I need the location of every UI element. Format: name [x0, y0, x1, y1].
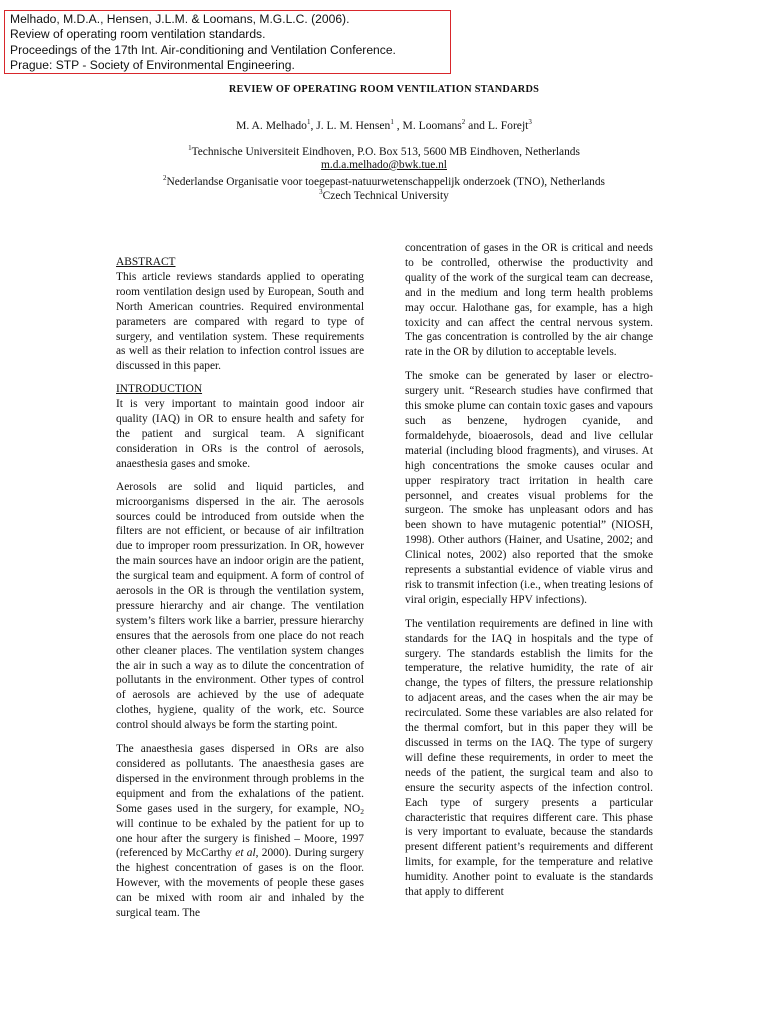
email-link[interactable]: m.d.a.melhado@bwk.tue.nl: [321, 159, 447, 171]
intro-paragraph-3: [116, 742, 364, 921]
author-affil-mark: 2: [461, 118, 466, 126]
citation-line: Review of operating room ventilation standards.: [10, 27, 266, 42]
author-name: and L. Forejt: [465, 118, 529, 132]
affiliation-1: [0, 144, 768, 158]
italic-etal: et al: [235, 847, 256, 860]
citation-box: [4, 10, 451, 74]
affil-text: Czech Technical University: [322, 189, 449, 202]
author-affil-mark: 1: [390, 118, 394, 126]
introduction-heading: INTRODUCTION: [116, 383, 203, 396]
intro-paragraph-3-continued: concentration of gases in the OR is critical and needs to be controlled, otherwise the productivity and quality of the work of the surgical team can decrease, and in the medium and long term health problems may occur. Halothane gas, for example, has a high toxicity and can affect the central nervous system. The gas concentration is controlled by the air change rate in the OR by dilution to acceptable levels.: [405, 242, 653, 359]
subscript: 2: [360, 806, 364, 816]
affil-mark: 2: [163, 174, 167, 182]
author-affil-mark: 3: [528, 118, 532, 126]
affil-mark: 1: [188, 144, 192, 152]
paper-title: REVIEW OF OPERATING ROOM VENTILATION STANDARDS: [228, 84, 540, 95]
abstract-text: This article reviews standards applied to operating room ventilation design used by European, South and North American countries. Required environmental parameters are compared with regard to type of surgery, and ventilation system. These requirements as well as their relation to infection control issues are discussed in this paper.: [116, 270, 364, 373]
left-column: [116, 255, 364, 930]
affil-text: Technische Universiteit Eindhoven, P.O. Box 513, 5600 MB Eindhoven, Netherlands: [191, 145, 580, 158]
abstract-heading: ABSTRACT: [116, 256, 176, 268]
author-name: , J. L. M. Hensen: [310, 118, 391, 132]
author-name: , M. Loomans: [393, 118, 462, 132]
paragraph-text: will continue to be exhaled by the patient for up to one hour after the surgery is finished – Moore, 1997 (referenced by McCarthy: [116, 817, 364, 860]
introduction-section: [116, 382, 364, 471]
affiliation-3: [0, 188, 768, 202]
intro-paragraph-4: The smoke can be generated by laser or electro-surgery unit. “Research studies have confirmed that this smoke plume can contain toxic gases and vapours such as benzene, hydrogen cyanide, and formaldehyde, bioaerosols, dead and live cellular material (including blood fragments), and viruses. At high concentrations the smoke causes ocular and upper respiratory tract irritation in health care personnel, and creates visual problems for the surgeon. The smoke has unpleasant odors and has been shown to have mutagenic potential” (NIOSH, 1998). Other authors (Hainer, and Usatine, 2002; and Clinical notes, 2002) also reported that the smoke represents a substantial evidence of viable virus and risk to transmit infection (i.e., when treating lesions of viral origin, especially HPV infections).: [405, 370, 653, 606]
affil-mark: 3: [319, 188, 323, 196]
right-column: [405, 241, 653, 909]
paragraph-text: The anaesthesia gases dispersed in ORs are also considered as pollutants. The anaesthesia gases are dispersed in the environment through problems in the equipment and from the exhalations of the patient. Some gases used in the surgery, for example, NO: [116, 743, 364, 815]
citation-line: Melhado, M.D.A., Hensen, J.L.M. & Loomans, M.G.L.C. (2006).: [10, 12, 350, 26]
affiliation-email: [0, 159, 768, 171]
citation-line: Proceedings of the 17th Int. Air-conditioning and Ventilation Conference.: [10, 42, 396, 57]
affil-text: Nederlandse Organisatie voor toegepast-natuurwetenschappelijk onderzoek (TNO), Netherlands: [166, 175, 605, 188]
intro-paragraph-2: Aerosols are solid and liquid particles, and microorganisms dispersed in the air. The aerosols sources could be introduced from outside when the filters are not efficient, or because of air infiltration due to improper room pressurization. In OR, however the main sources have an indoor origin are the patient, the surgical team and equipment. A form of control of aerosols in the OR is through the ventilation system, pressure hierarchy and air change. The ventilation system’s filters work like a barrier, pressure hierarchy ensures that the aerosols from one place do not reach other cleaner places. The ventilation system changes the air in such a way as to dilute the concentration of pollutants in the environment. Other types of control of aerosols are achieved by the use of adequate clothes, hygiene, quality of the work, etc. Source control should always be form the starting point.: [116, 480, 364, 732]
intro-paragraph-5: The ventilation requirements are defined in line with standards for the IAQ in hospitals and the type of surgery. The standards establish the limits for the temperature, the relative humidity, the rate of air change, the types of filters, the pressure relationship to adjacent areas, and the cases when the air may be recirculated. Some these variables are also related for the thermal comfort, but in this paper they will be discussed in terms on the IAQ. The type of surgery will define these requirements, in order to meet the needs of the patient, the surgical team and also to ensure the security aspects of the infection control. Each type of surgery presents a particular characteristic that requires different care. This phase is very important to evaluate, because the standards present different patient’s requirements and different limits, for example, for the temperature and relative humidity. Another point to evaluate is the standards that apply to different: [405, 617, 653, 899]
author-list: [0, 118, 768, 132]
abstract-section: [116, 255, 364, 374]
paragraph-text: , 2000). During surgery the highest concentration of gases is on the floor. However, with the movements of people these gases can be mixed with room air and inhaled by the surgical team. The: [116, 847, 364, 920]
author-affil-mark: 1: [306, 118, 311, 126]
citation-line: Prague: STP - Society of Environmental Engineering.: [10, 57, 295, 72]
affiliation-2: [0, 174, 768, 188]
author-name: M. A. Melhado: [236, 118, 307, 132]
intro-paragraph-1: It is very important to maintain good indoor air quality (IAQ) in OR to ensure health and safety for the patient and surgical team. A significant consideration in ORs is the control of aerosols, anaesthesia gases and smoke.: [116, 398, 364, 470]
